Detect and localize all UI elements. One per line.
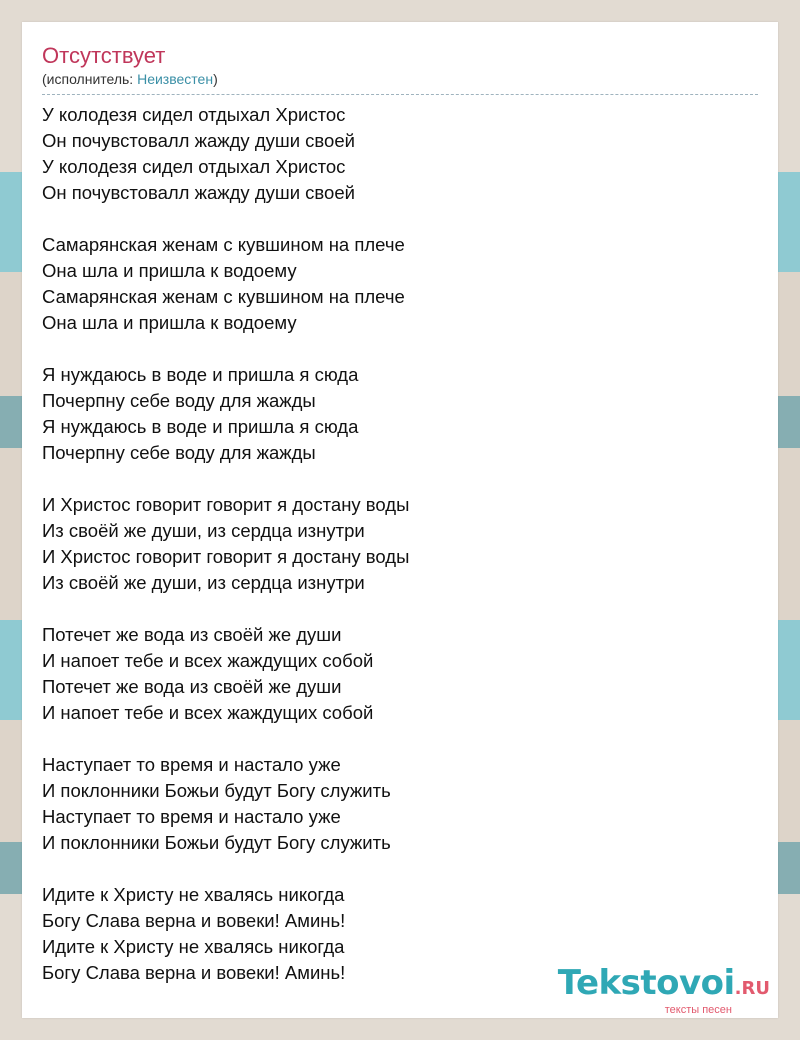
lyric-line: Самарянская женам с кувшином на плече (42, 234, 405, 255)
lyric-line: Я нуждаюсь в воде и пришла я сюда (42, 364, 359, 385)
lyric-line: И напоет тебе и всех жаждущих собой (42, 650, 374, 671)
lyric-line: Самарянская женам с кувшином на плече (42, 286, 405, 307)
stanza-3 (42, 362, 758, 466)
stanza-2 (42, 232, 758, 336)
song-subtitle (42, 70, 758, 88)
lyric-line: Наступает то время и настало уже (42, 806, 341, 827)
lyric-line: И поклонники Божьи будут Богу служить (42, 780, 391, 801)
song-header (42, 42, 758, 88)
lyric-line: У колодезя сидел отдыхал Христос (42, 156, 346, 177)
lyrics-card (22, 22, 778, 1018)
lyric-line: Потечет же вода из своёй же души (42, 676, 342, 697)
lyric-line: Почерпну себе воду для жажды (42, 390, 316, 411)
lyric-line: И Христос говорит говорит я достану воды (42, 546, 410, 567)
lyric-line: Из своёй же души, из сердца изнутри (42, 520, 365, 541)
lyric-line: Она шла и пришла к водоему (42, 260, 297, 281)
stanza-4 (42, 492, 758, 596)
lyric-line: Идите к Христу не хвалясь никогда (42, 884, 345, 905)
artist-link[interactable]: Неизвестен (137, 71, 214, 87)
stanza-5 (42, 622, 758, 726)
lyric-line: Я нуждаюсь в воде и пришла я сюда (42, 416, 359, 437)
lyric-line: И напоет тебе и всех жаждущих собой (42, 702, 374, 723)
logo-tld: .RU (734, 978, 770, 999)
lyric-line: Богу Слава верна и вовеки! Аминь! (42, 962, 346, 983)
song-title: Отсутствует (42, 43, 166, 68)
lyric-line: Он почувстовалл жажду души своей (42, 130, 355, 151)
lyric-line: Наступает то время и настало уже (42, 754, 341, 775)
site-logo[interactable] (558, 964, 770, 1016)
lyric-line: Потечет же вода из своёй же души (42, 624, 342, 645)
lyric-line: Почерпну себе воду для жажды (42, 442, 316, 463)
subtitle-suffix: ) (213, 71, 218, 87)
stanza-6 (42, 752, 758, 856)
lyric-line: Она шла и пришла к водоему (42, 312, 297, 333)
stanza-1 (42, 102, 758, 206)
logo-wordmark (558, 964, 770, 1008)
lyric-line: Из своёй же души, из сердца изнутри (42, 572, 365, 593)
logo-tagline: тексты песен (664, 1004, 732, 1016)
lyric-line: Он почувстовалл жажду души своей (42, 182, 355, 203)
lyric-line: Богу Слава верна и вовеки! Аминь! (42, 910, 346, 931)
lyric-line: Идите к Христу не хвалясь никогда (42, 936, 345, 957)
lyric-line: И поклонники Божьи будут Богу служить (42, 832, 391, 853)
logo-name: Tekstovoi (557, 963, 735, 1003)
subtitle-prefix: (исполнитель: (42, 71, 138, 87)
lyric-line: У колодезя сидел отдыхал Христос (42, 104, 346, 125)
header-divider (42, 94, 758, 95)
lyrics-body (42, 102, 758, 1012)
lyric-line: И Христос говорит говорит я достану воды (42, 494, 410, 515)
